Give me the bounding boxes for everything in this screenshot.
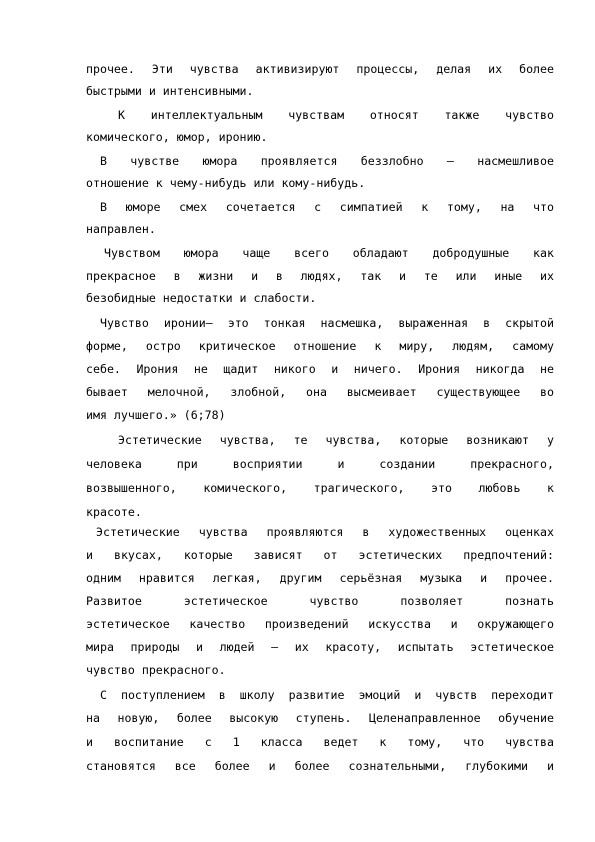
- text-line: форме, остро критическое отношение к миру, людям, самому: [86, 339, 554, 353]
- paragraph: [104, 242, 554, 264]
- text-line: безобидные недостатки и слабости.: [86, 291, 317, 305]
- paragraph-continuation: [86, 172, 554, 194]
- text-line: Чувство иронии– это тонкая насмешка, выраженная в скрытой: [100, 316, 554, 330]
- text-line: красоте.: [86, 505, 142, 519]
- paragraph-continuation: [86, 544, 554, 682]
- text-line: Эстетические чувства проявляются в художественных оценках: [96, 525, 554, 539]
- text-line: прекрасное в жизни и в людях, так и те или иные их: [86, 269, 554, 283]
- text-line: возвышенного, комического, трагического, это любовь к: [86, 481, 554, 495]
- text-line: К интеллектуальным чувствам относят также чувство: [118, 108, 554, 122]
- paragraph: [100, 150, 554, 172]
- text-line: Эстетические чувства, те чувства, которые возникают у: [118, 433, 554, 447]
- text-line: Чувством юмора чаще всего обладают добродушные как: [104, 246, 554, 260]
- paragraph-continuation: [86, 707, 554, 778]
- paragraph: [100, 312, 554, 334]
- paragraph: [96, 521, 554, 544]
- paragraph-continuation: [86, 335, 554, 427]
- paragraph-continuation: [86, 126, 554, 148]
- paragraph: [118, 428, 554, 452]
- paragraph: [100, 684, 554, 707]
- text-line: В чувстве юмора проявляется беззлобно – насмешливое: [100, 154, 554, 168]
- text-line: эстетическое качество произведений искусства и окружающего: [86, 617, 554, 631]
- paragraph: [118, 104, 554, 126]
- text-line: и воспитание с 1 класса ведет к тому, что чувства: [86, 735, 554, 749]
- paragraph-continuation: [86, 265, 554, 309]
- paragraph-continuation: [86, 452, 554, 524]
- text-line: направлен.: [86, 222, 156, 236]
- paragraph-continuation: [86, 218, 554, 240]
- text-line: прочее. Эти чувства активизируют процессы, делая их более: [86, 62, 554, 76]
- text-line: С поступлением в школу развитие эмоций и чувств переходит: [100, 688, 554, 702]
- text-line: имя лучшего.» (6;78): [86, 408, 226, 422]
- text-line: бывает мелочной, злобной, она высмеивает существующее во: [86, 385, 554, 399]
- paragraph: [86, 58, 554, 102]
- text-line: становятся все более и более сознательными, глубокими и: [86, 759, 554, 773]
- text-line: комического, юмор, иронию.: [86, 130, 268, 144]
- text-line: и вкусах, которые зависят от эстетических предпочтений:: [86, 548, 554, 562]
- text-line: мира природы и людей – их красоту, испытать эстетическое: [86, 640, 554, 654]
- text-line: отношение к чему-нибудь или кому-нибудь.: [86, 176, 366, 190]
- text-line: быстрыми и интенсивными.: [86, 84, 254, 98]
- text-line: Развитое эстетическое чувство позволяет познать: [86, 594, 554, 608]
- text-line: В юморе смех сочетается с симпатией к тому, на что: [100, 200, 554, 214]
- text-line: чувство прекрасного.: [86, 663, 226, 677]
- text-line: себе. Ирония не щадит никого и ничего. Ирония никогда не: [86, 362, 554, 376]
- text-line: одним нравится легкая, другим серьёзная музыка и прочее.: [86, 571, 554, 585]
- text-line: на новую, более высокую ступень. Целенаправленное обучение: [86, 711, 554, 725]
- text-line: человека при восприятии и создании прекрасного,: [86, 457, 554, 471]
- paragraph: [100, 196, 554, 218]
